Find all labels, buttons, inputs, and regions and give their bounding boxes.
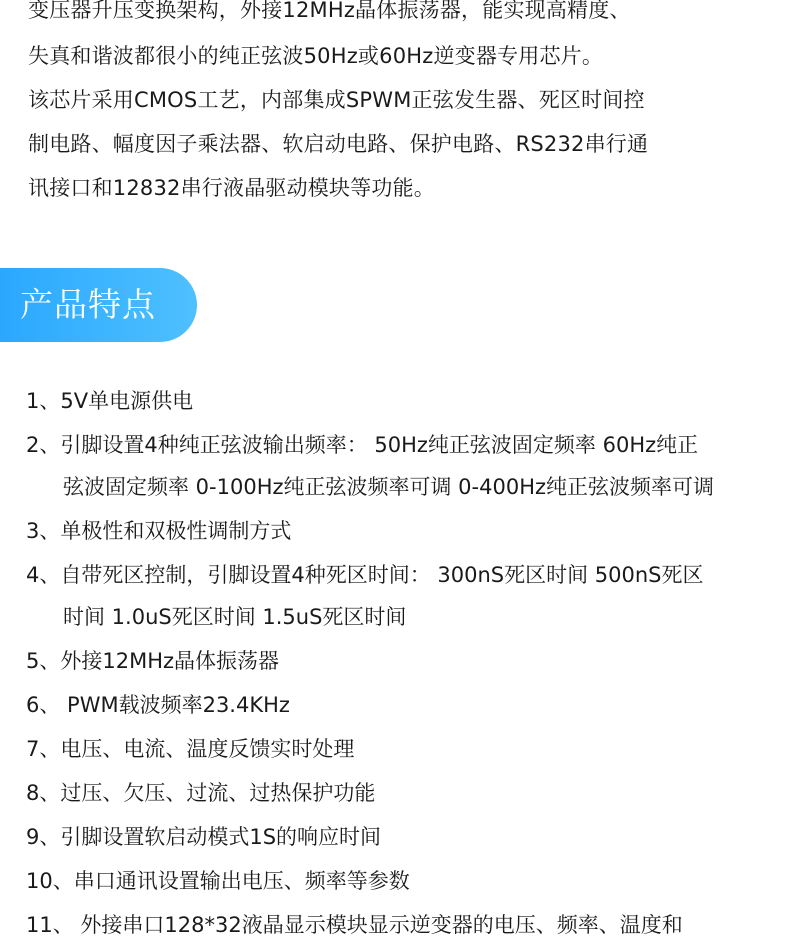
feature-text: 2、引脚设置4种纯正弦波输出频率： 50Hz纯正弦波固定频率 60Hz纯正 [26, 433, 699, 457]
feature-text: 7、电压、电流、温度反馈实时处理 [26, 737, 355, 761]
feature-item [26, 424, 796, 508]
intro-paragraph [28, 0, 788, 210]
feature-item [26, 816, 796, 858]
feature-text: 4、自带死区控制，引脚设置4种死区时间： 300nS死区时间 500nS死区 [26, 563, 704, 587]
feature-text: 3、单极性和双极性调制方式 [26, 519, 292, 543]
intro-line: 讯接口和12832串行液晶驱动模块等功能。 [28, 176, 436, 200]
feature-item [26, 640, 796, 682]
intro-line: 失真和谐波都很小的纯正弦波50Hz或60Hz逆变器专用芯片。 [28, 44, 604, 68]
feature-item [26, 684, 796, 726]
intro-line: 该芯片采用CMOS工艺，内部集成SPWM正弦发生器、死区时间控 [28, 88, 645, 112]
feature-item [26, 904, 796, 946]
feature-item [26, 510, 796, 552]
feature-text: 1、5V单电源供电 [26, 389, 194, 413]
feature-item [26, 728, 796, 770]
feature-text: 8、过压、欠压、过流、过热保护功能 [26, 781, 376, 805]
feature-text: 5、外接12MHz晶体振荡器 [26, 649, 280, 673]
feature-text-continued: 时间 1.0uS死区时间 1.5uS死区时间 [63, 605, 407, 629]
feature-list [26, 380, 796, 948]
feature-item [26, 380, 796, 422]
feature-text: 9、引脚设置软启动模式1S的响应时间 [26, 825, 382, 849]
feature-item [26, 860, 796, 902]
feature-text: 11、 外接串口128*32液晶显示模块显示逆变器的电压、频率、温度和 [26, 913, 683, 937]
intro-line: 制电路、幅度因子乘法器、软启动电路、保护电路、RS232串行通 [28, 132, 649, 156]
section-title-product-features: 产品特点 [0, 268, 197, 342]
feature-item [26, 772, 796, 814]
feature-text: 6、 PWM载波频率23.4KHz [26, 693, 290, 717]
intro-line: 变压器升压变换架构，外接12MHz晶体振荡器，能实现高精度、 [28, 0, 631, 22]
feature-text-continued: 弦波固定频率 0-100Hz纯正弦波频率可调 0-400Hz纯正弦波频率可调 [63, 475, 715, 499]
feature-item [26, 554, 796, 638]
feature-text: 10、串口通讯设置输出电压、频率等参数 [26, 869, 410, 893]
